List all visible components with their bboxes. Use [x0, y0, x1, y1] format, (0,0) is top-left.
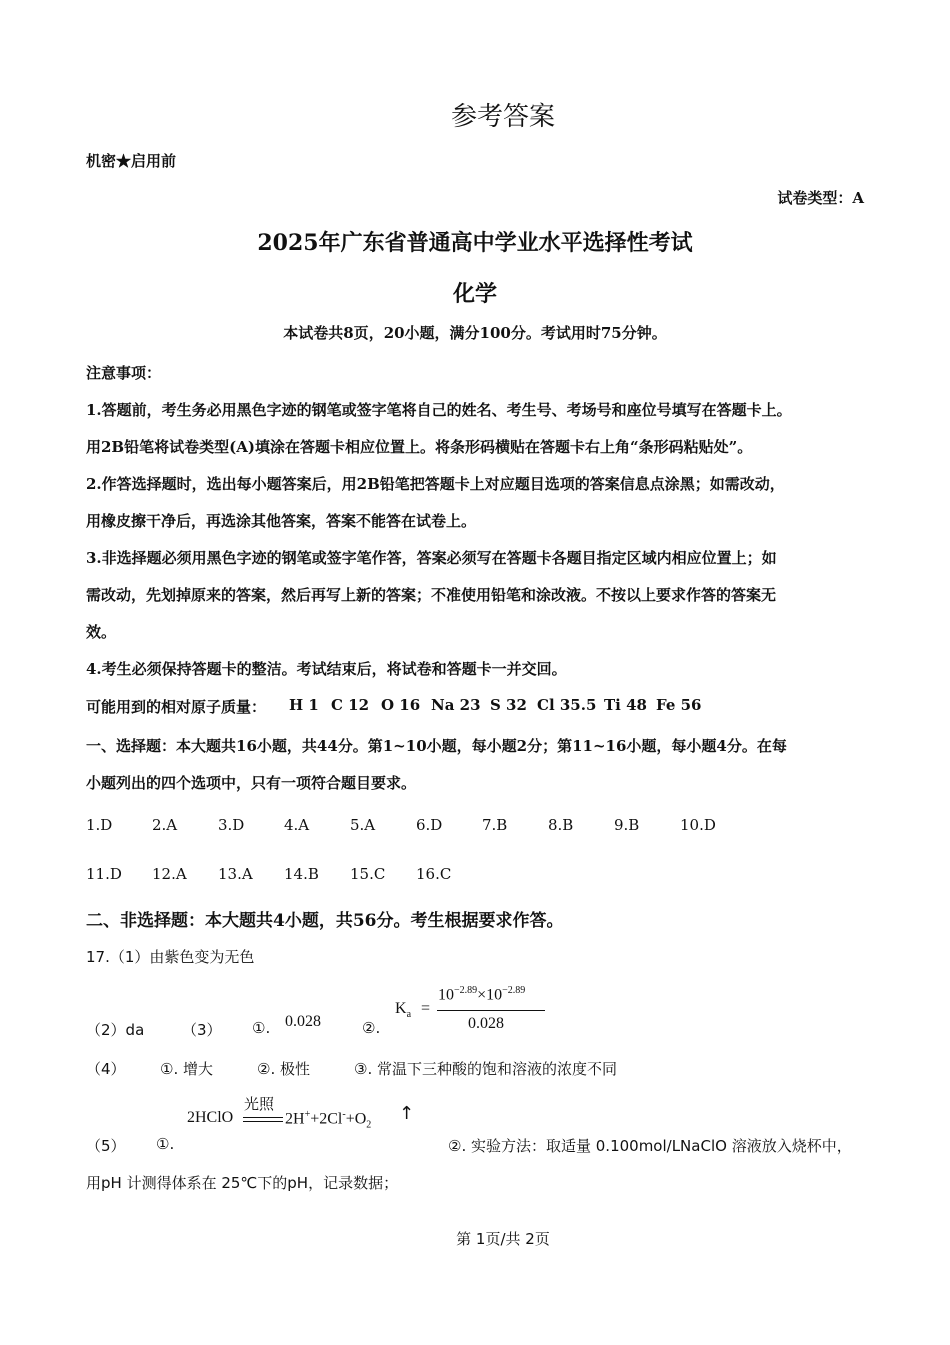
- notes-heading: 注意事项：: [86, 364, 162, 382]
- note-line: 用橡皮擦干净后，再选涂其他答案，答案不能答在试卷上。: [86, 512, 477, 530]
- gas-arrow-icon: ↑: [399, 1103, 415, 1124]
- choice-answer: 3.D: [218, 816, 245, 834]
- q17-part1-answer: 17.（1）由紫色变为无色: [86, 948, 255, 966]
- choice-answer: 8.B: [548, 816, 574, 834]
- page-number: 第 1页/共 2页: [456, 1230, 550, 1248]
- choice-answer: 11.D: [86, 865, 122, 883]
- answer-title: 参考答案: [450, 102, 555, 132]
- choice-answer: 16.C: [416, 865, 452, 883]
- q17-part3-label: （3）: [182, 1021, 222, 1039]
- atomic-mass: H 1: [289, 696, 319, 714]
- ka-fraction-bar: [437, 1010, 545, 1011]
- q17-part3-sub1-value: 0.028: [285, 1013, 321, 1030]
- q17-part4-sub1: ①. 增大: [160, 1060, 213, 1078]
- q17-part4-sub3: ③. 常温下三种酸的饱和溶液的浓度不同: [354, 1060, 617, 1078]
- note-line: 需改动，先划掉原来的答案，然后再写上新的答案；不准使用铅笔和涂改液。不按以上要求作答的答案无: [86, 586, 777, 604]
- note-line: 用2B铅笔将试卷类型(A)填涂在答题卡相应位置上。将条形码横贴在答题卡右上角“条形码粘贴处”。: [86, 438, 753, 456]
- confidential-label: 机密★启用前: [86, 152, 177, 170]
- q17-part5-label: （5）: [86, 1137, 126, 1155]
- equation-products: $2H^++2Cl^-+O_2$: [285, 1109, 372, 1131]
- q17-part4-label: （4）: [86, 1060, 126, 1078]
- subject-title: 化学: [452, 281, 497, 307]
- note-line: 1.答题前，考生务必用黑色字迹的钢笔或签字笔将自己的姓名、考生号、考场号和座位号填写在答题卡上。: [86, 401, 792, 419]
- q17-part3-sub1-label: ①.: [252, 1019, 271, 1037]
- equation-bar-bottom: [243, 1121, 283, 1122]
- ka-symbol: $K_a$: [395, 1000, 412, 1021]
- section1-heading: 一、选择题：本大题共16小题，共44分。第1~10小题，每小题2分；第11~16小题，每小题4分。在每: [86, 737, 787, 755]
- ka-denominator: 0.028: [468, 1015, 504, 1032]
- section1-heading-cont: 小题列出的四个选项中，只有一项符合题目要求。: [86, 774, 417, 792]
- atomic-mass: S 32: [490, 696, 527, 714]
- note-line: 2.作答选择题时，选出每小题答案后，用2B铅笔把答题卡上对应题目选项的答案信息点涂黑；如需改动，: [86, 475, 785, 493]
- q17-part5-sub2-cont: 用pH 计测得体系在 25℃下的pH，记录数据；: [86, 1174, 399, 1192]
- choice-answer: 14.B: [284, 865, 319, 883]
- q17-part3-sub2-label: ②.: [362, 1019, 381, 1037]
- exam-info: 本试卷共8页，20小题，满分100分。考试用时75分钟。: [283, 324, 667, 342]
- section2-heading: 二、非选择题：本大题共4小题，共56分。考生根据要求作答。: [86, 911, 564, 931]
- note-line: 3.非选择题必须用黑色字迹的钢笔或签字笔作答，答案必须写在答题卡各题目指定区域内相应位置上；如: [86, 549, 777, 567]
- exam-title: 2025年广东省普通高中学业水平选择性考试: [257, 230, 693, 256]
- equation-bar-top: [243, 1117, 283, 1118]
- note-line: 效。: [86, 623, 117, 641]
- q17-part4-sub2: ②. 极性: [257, 1060, 310, 1078]
- choice-answer: 12.A: [152, 865, 187, 883]
- atomic-mass: Fe 56: [656, 696, 702, 714]
- q17-part5-sub2: ②. 实验方法：取适量 0.100mol/LNaClO 溶液放入烧杯中，: [448, 1137, 852, 1155]
- atomic-mass: C 12: [331, 696, 370, 714]
- choice-answer: 13.A: [218, 865, 253, 883]
- ka-numerator: $10^{-2.89}\times 10^{-2.89}$: [438, 985, 526, 1004]
- ka-equals: =: [421, 1000, 431, 1017]
- choice-answer: 4.A: [284, 816, 310, 834]
- choice-answer: 1.D: [86, 816, 113, 834]
- choice-answer: 6.D: [416, 816, 443, 834]
- q17-part2-answer: （2）da: [86, 1021, 145, 1039]
- equation-reactant: 2HClO: [187, 1109, 234, 1126]
- choice-answer: 5.A: [350, 816, 376, 834]
- note-line: 4.考生必须保持答题卡的整洁。考试结束后，将试卷和答题卡一并交回。: [86, 660, 567, 678]
- atomic-masses-label: 可能用到的相对原子质量：: [86, 698, 267, 716]
- choice-answer: 2.A: [152, 816, 178, 834]
- paper-type-label: 试卷类型：A: [777, 189, 864, 207]
- atomic-mass: Cl 35.5: [537, 696, 597, 714]
- choice-answer: 7.B: [482, 816, 508, 834]
- choice-answer: 9.B: [614, 816, 640, 834]
- atomic-mass: Ti 48: [604, 696, 647, 714]
- equation-condition: 光照: [244, 1095, 275, 1113]
- choice-answer: 10.D: [680, 816, 716, 834]
- atomic-mass: O 16: [381, 696, 421, 714]
- q17-part5-sub1-label: ①.: [156, 1135, 175, 1153]
- atomic-mass: Na 23: [431, 696, 481, 714]
- choice-answer: 15.C: [350, 865, 386, 883]
